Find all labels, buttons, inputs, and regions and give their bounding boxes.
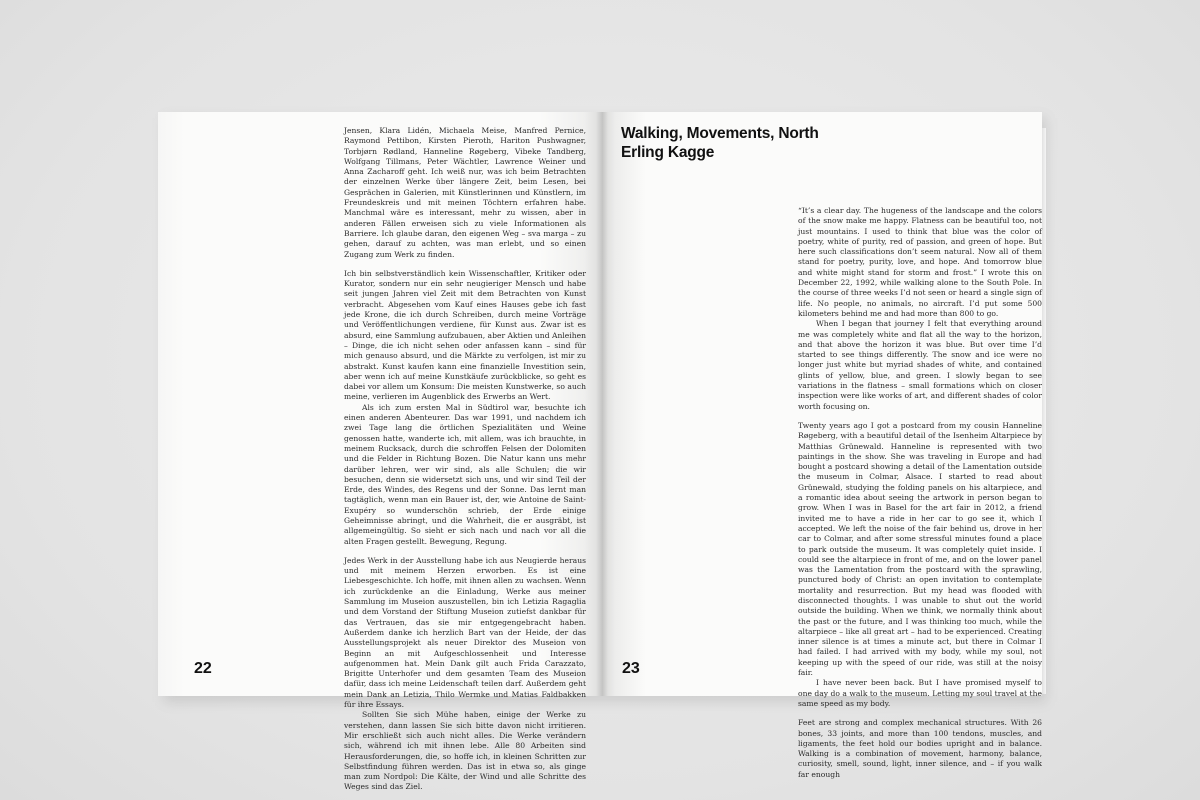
open-book (158, 112, 1046, 792)
left-page-body (344, 126, 586, 792)
article-heading (621, 124, 819, 162)
right-paragraph: When I began that journey I felt that everything around me was completely white and flat all the way to the horizon, and that above the horizon it was blue. But over time I’d started to see things differently. The snow and ice were no longer just white but myriad shades of white, and contained glints of yellow, blue, and green. I slowly began to see variations in the flatness – small formations which on closer inspection were like works of art, and different shades of color worth focusing on. (798, 319, 1042, 411)
right-page-number: 23 (622, 660, 640, 677)
right-paragraph: Twenty years ago I got a postcard from my cousin Hanneline Røgeberg, with a beautiful detail of the Isenheim Altarpiece by Matthias Grünewald. Hanneline is represented with two paintings in the show. She was traveling in Europe and had bought a postcard showing a detail of the Lamentation outside the museum in Colmar, Alsace. I started to read about Grünewald, studying the folding panels on his altarpiece, and a romantic idea about seeing the artwork in person began to grow. When I was in Basel for the art fair in 2012, a friend invited me to have a ride in her car to go see it, which I accepted. We left the noise of the fair behind us, drove in her car to Colmar, and after some stressful minutes found a place to park outside the museum. It was completely quiet inside. I could see the altarpiece in front of me, and on the lower panel was the Lamentation from the postcard with the sprawling, punctured body of Christ: an open invitation to contemplate mortality and resurrection. But my head was flooded with disconnected thoughts. I was unable to shut out the world outside the building. When we think, we normally think about the past or the future, and I was thinking too much, while the altarpiece – like all great art – had to be experienced. Creating inner silence is at times a minute act, but there in Colmar I had failed. I had arrived with my body, while my soul, not keeping up with the speed of our ride, was still at the noisy fair. (798, 420, 1042, 678)
right-page-body (798, 206, 1042, 779)
left-paragraph: Jensen, Klara Lidén, Michaela Meise, Manfred Pernice, Raymond Pettibon, Kirsten Pieroth, Hariton Pushwagner, Torbjørn Rødland, Hanneline Røgeberg, Vibeke Tandberg, Wolfgang Tillmans, Peter Wächtler, Lawrence Weiner und Anna Zacharoff geht. Ich weiß nur, was ich beim Betrachten der einzelnen Werke über längere Zeit, beim Lesen, bei Gesprächen in Galerien, mit Künstlerinnen und Künstlern, im Freundeskreis und mit meinen Töchtern erfahren habe. Manchmal wäre es interessant, mehr zu wissen, aber in anderen Fällen erweisen sich zu viele Informationen als Barriere. Ich glaube daran, den eigenen Weg – sva marga – zu gehen, darauf zu achten, was man erlebt, und so einen Zugang zum Werk zu finden. (344, 126, 586, 259)
left-paragraph: Als ich zum ersten Mal in Südtirol war, besuchte ich einen anderen Abenteurer. Das war 1991, und nachdem ich zwei Tage lang die örtlichen Spezialitäten und Weine genossen hatte, wanderte ich, mit allem, was ich brauchte, in meinem Rucksack, durch die schroffen Felsen der Dolomiten und die Felder in Richtung Bozen. Die Natur kann uns mehr darüber lehren, wer wir sind, als alle Schulen; die wir besuchen, denn sie widersetzt sich uns, und wir sind Teil der Erde, des Windes, des Regens und der Sonne. Das lernt man tagtäglich, wenn man ein Bauer ist, der, wie Antoine de Saint-Exupéry so wunderschön schrieb, der Erde einige Geheimnisse abringt, und die Wahrheit, die er ausgräbt, ist allgemeingültig. So sieht er sich nach und nach vor all die alten Fragen gestellt. Bewegung, Regung. (344, 402, 586, 546)
left-paragraph: Sollten Sie sich Mühe haben, einige der Werke zu verstehen, dann lassen Sie sich bitte davon nicht irritieren. Mir erschließt sich auch nicht alles. Die Werke verändern sich, während ich mit ihnen lebe. Alle 80 Arbeiten sind Herausforderungen, die, so hoffe ich, in kleinen Schritten zur Selbstfindung führen werden. Das ist in etwa so, als ginge man zum Nordpol: Die Kälte, der Wind und alle Schritte des Weges sind das Ziel. (344, 710, 586, 792)
left-paragraph: Ich bin selbstverständlich kein Wissenschaftler, Kritiker oder Kurator, sondern nur ein sehr neugieriger Mensch und habe seit jungen Jahren viel Zeit mit dem Betrachten von Kunst verbracht. Abgesehen vom Kauf eines Hauses gebe ich fast jede Krone, die ich durch Schreiben, durch meine Vorträge und Veröffentlichungen verdiene, für Kunst aus. Zwar ist es absurd, eine Sammlung aufzubauen, aber Aktien und Anleihen – Dinge, die ich nicht sehen oder anfassen kann – sind für mich genauso absurd, und die Märkte zu verfolgen, ist mir zu abstrakt. Kunst kaufen kann eine finanzielle Investition sein, aber wenn ich auf meine Kunstkäufe zurückblicke, so geht es dabei vor allem um Konsum: Die meisten Kunstwerke, so auch meine, verlieren im Augenblick des Erwerbs an Wert. (344, 268, 586, 402)
article-author: Erling Kagge (621, 144, 715, 161)
left-page-number: 22 (194, 660, 212, 677)
right-paragraph: “It’s a clear day. The hugeness of the landscape and the colors of the snow make me happy. Flatness can be beautiful too, not just mountains. I used to think that blue was the color of poetry, white of purity, red of passion, and green of hope. But here such classifications don’t seem natural. Now all of them stand for poetry, purity, love, and hope. And tomorrow blue and white might stand for storm and frost.” I wrote this on December 22, 1992, while walking alone to the South Pole. In the course of three weeks I’d not seen or heard a single sign of life. No people, no animals, no aircraft. I’d put some 500 kilometers behind me and had more than 800 to go. (798, 206, 1042, 318)
right-paragraph: Feet are strong and complex mechanical structures. With 26 bones, 33 joints, and more than 100 tendons, muscles, and ligaments, the feet hold our bodies upright and in balance. Walking is a combination of movement, harmony, balance, curiosity, smell, sound, light, inner silence, and – if you walk far enough (798, 718, 1042, 779)
left-paragraph: Jedes Werk in der Ausstellung habe ich aus Neugierde heraus und mit meinem Herzen erworben. Es ist eine Liebesgeschichte. Ich hoffe, mit ihnen allen zu wachsen. Wenn ich zurückdenke an die Einladung, Werke aus meiner Sammlung im Museion auszustellen, bin ich Letizia Ragaglia und dem Vorstand der Stiftung Museion zutiefst dankbar für das Vertrauen, das sie mir entgegengebracht haben. Außerdem danke ich herzlich Bart van der Heide, der das Ausstellungsprojekt als neuer Direktor des Museion von Beginn an mit Aufgeschlossenheit und Interesse aufgenommen hat. Mein Dank gilt auch Frida Carazzato, Brigitte Unterhofer und dem gesamten Team des Museion dafür, dass ich meine Leidenschaft teilen darf. Außerdem geht mein Dank an Letizia, Thilo Wermke und Matias Faldbakken für ihre Essays. (344, 555, 586, 710)
article-title: Walking, Movements, North (621, 125, 819, 142)
left-page (158, 112, 602, 792)
book-gutter (596, 112, 608, 696)
right-paragraph: I have never been back. But I have promised myself to one day do a walk to the museum. Letting my soul travel at the same speed as my body. (798, 678, 1042, 708)
